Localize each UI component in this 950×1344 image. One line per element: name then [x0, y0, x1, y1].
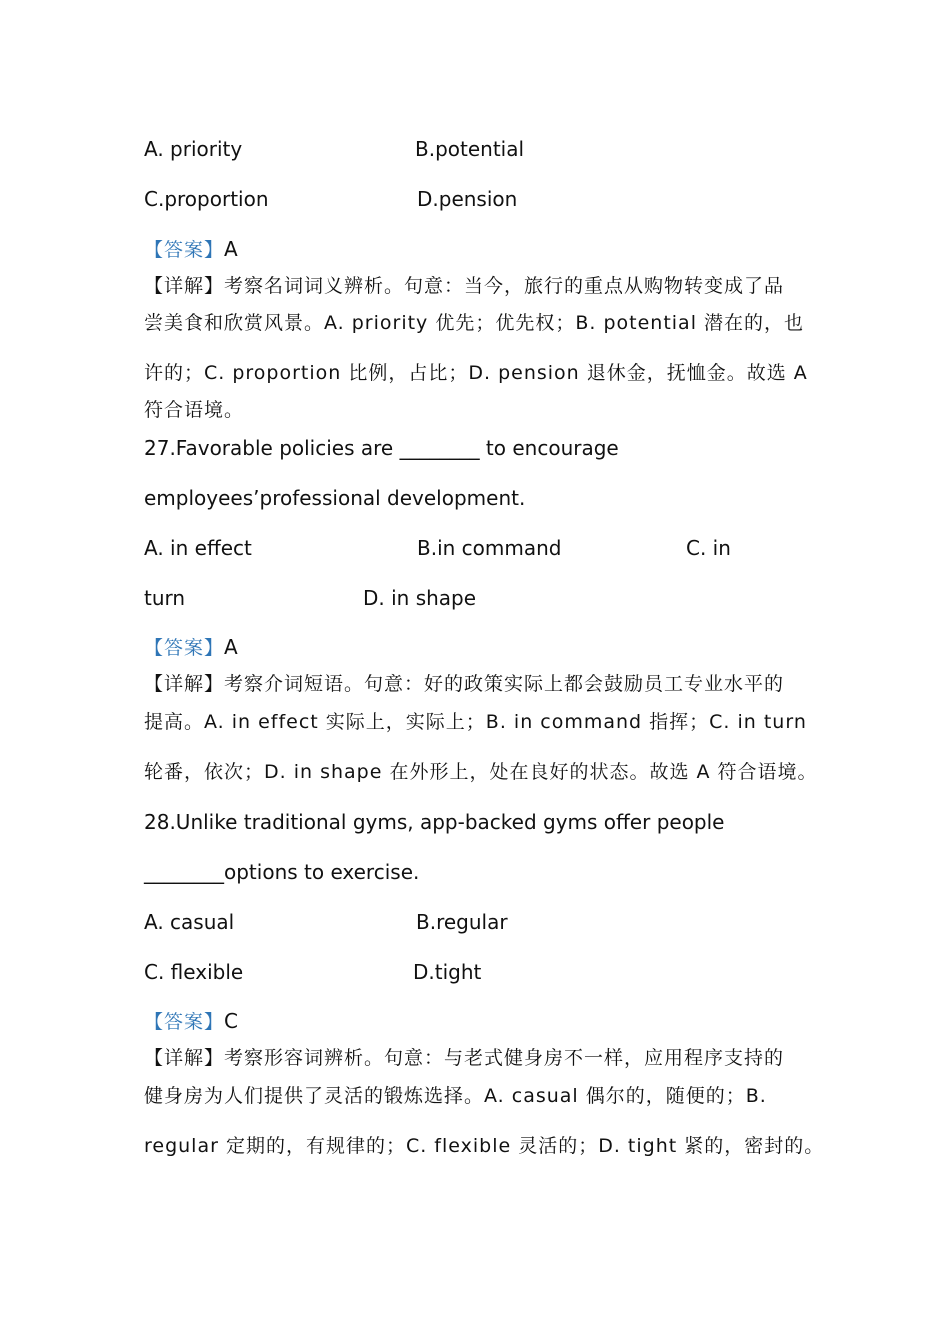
- q27-stem: employees’professional development.: [144, 486, 526, 510]
- q28-option-d: D.tight: [413, 960, 482, 984]
- q26-answer: [144, 236, 238, 263]
- q27-explanation-line: 轮番，依次；D. in shape 在外形上，处在良好的状态。故选 A 符合语境。: [144, 761, 818, 783]
- answer-letter: C: [224, 1009, 238, 1033]
- q28-explanation-line: regular 定期的，有规律的；C. flexible 灵活的；D. tight 紧的，密封的。: [144, 1135, 825, 1157]
- q26-explanation-line: 许的；C. proportion 比例，占比；D. pension 退休金，抚恤金。故选 A: [144, 362, 808, 384]
- q28-option-b: B.regular: [416, 910, 508, 934]
- q26-option-d: D.pension: [417, 187, 518, 211]
- q26-option-a: A. priority: [144, 137, 243, 161]
- q26-explanation-line: 【详解】考察名词词义辨析。句意：当今，旅行的重点从购物转变成了品: [144, 275, 785, 297]
- q27-stem: 27.Favorable policies are ________ to encourage: [144, 436, 619, 460]
- q26-option-c: C.proportion: [144, 187, 269, 211]
- q27-option-a: A. in effect: [144, 536, 252, 560]
- answer-tag: 【答案】: [144, 239, 225, 261]
- q28-option-a: A. casual: [144, 910, 235, 934]
- q28-answer: [144, 1008, 238, 1035]
- q28-explanation-line: 【详解】考察形容词辨析。句意：与老式健身房不一样，应用程序支持的: [144, 1047, 785, 1069]
- q27-option-c: C. in: [686, 536, 731, 560]
- q27-answer: [144, 634, 238, 661]
- q27-explanation-line: 【详解】考察介词短语。句意：好的政策实际上都会鼓励员工专业水平的: [144, 673, 785, 695]
- q28-stem: 28.Unlike traditional gyms, app-backed gyms offer people: [144, 810, 725, 834]
- q26-explanation-line: 尝美食和欣赏风景。A. priority 优先；优先权；B. potential 潜在的，也: [144, 312, 805, 334]
- q28-stem: ________options to exercise.: [144, 860, 420, 884]
- q28-option-c: C. flexible: [144, 960, 244, 984]
- q28-explanation-line: 健身房为人们提供了灵活的锻炼选择。A. casual 偶尔的，随便的；B.: [144, 1085, 767, 1107]
- q26-option-b: B.potential: [415, 137, 525, 161]
- q27-explanation-line: 提高。A. in effect 实际上，实际上；B. in command 指挥；C. in turn: [144, 711, 807, 733]
- answer-tag: 【答案】: [144, 1011, 225, 1033]
- q27-option-d: D. in shape: [363, 586, 477, 610]
- q27-option-b: B.in command: [417, 536, 562, 560]
- answer-letter: A: [224, 237, 238, 261]
- answer-tag: 【答案】: [144, 637, 225, 659]
- answer-letter: A: [224, 635, 238, 659]
- q26-explanation-line: 符合语境。: [144, 399, 245, 421]
- q27-option-c-continued: turn: [144, 586, 186, 610]
